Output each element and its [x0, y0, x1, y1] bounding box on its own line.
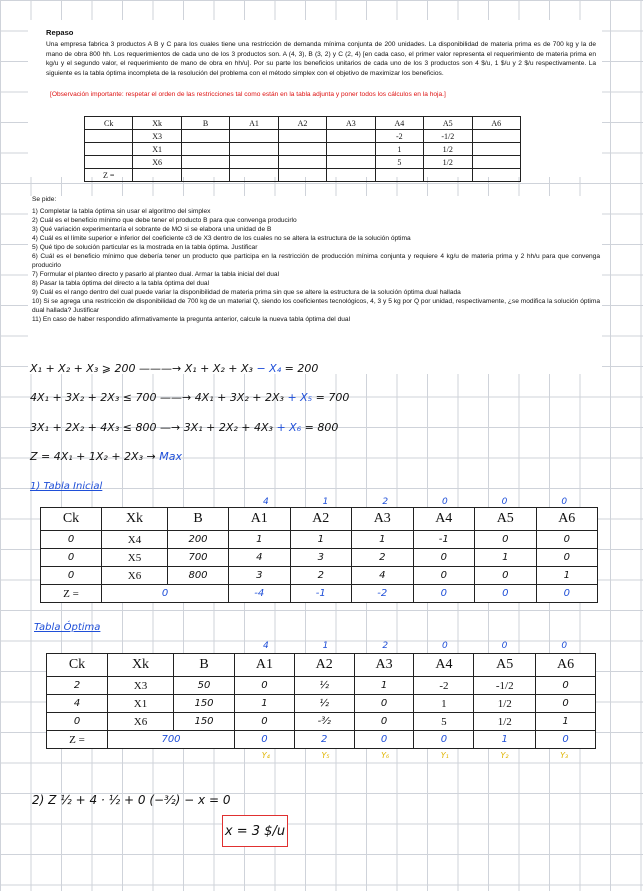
list-item: 6) Cuál es el beneficio mínimo que debería tener un producto que participa en la restricción de producción mínima conjunta y requiere 4 kg/u de materia prima y 2 hh/u para que convenga producirlo [32, 253, 600, 269]
cell: 1 [414, 695, 474, 713]
cell: X4 [102, 531, 168, 549]
cell: -2 [375, 130, 423, 143]
initial-cost-row [236, 497, 594, 507]
result-value: x = 3 $/u [224, 823, 286, 839]
table-row [47, 731, 596, 749]
cell: 4 [47, 695, 108, 713]
cell: X1 [133, 143, 181, 156]
statement-note: [Observación importante: respetar el orden de las restricciones tal como están en la tabla adjunta y poner todos los cálculos en la hoja.] [50, 91, 446, 98]
cost-value: 0 [441, 497, 448, 507]
col-header: Xk [108, 654, 174, 677]
col-header: B [181, 117, 229, 130]
cell [472, 143, 521, 156]
statement-title: Repaso [46, 28, 74, 37]
cell [85, 130, 133, 143]
cell [181, 143, 229, 156]
cell: -2 [352, 585, 414, 603]
cost-value: 4 [262, 497, 269, 507]
equation-rhs-value: = 700 [315, 391, 350, 404]
cell: 0 [41, 531, 102, 549]
cell [230, 130, 278, 143]
col-header: A6 [536, 654, 596, 677]
list-item: 3) Qué variación experimentaría el sobrante de MO si se elabora una unidad de B [32, 226, 272, 233]
statement-paragraph: Una empresa fabrica 3 productos A B y C para los cuales tiene una restricción de demanda mínima conjunta de 200 unidades. La disponibilidad de materia prima es de 700 kg y la de mano de obra 800 hh. Los requerimientos de cada uno de los 3 productos son. A (4, 3), B (3, 2) y C (2, 4) [en cada caso, el primer valor representa el requerimiento de materia prima en kg/u y el segundo valor, el requerimiento de mano de obra en hh/u]. Por su parte los beneficios unitarios de cada uno de los 3 productos son 4 $/u, 1 $/u y 2 $/u respectivamente. La siguiente es la tabla óptima incompleta de la resolución del problema con el método simplex con el objetivo de maximizar los beneficios. [46, 41, 596, 77]
table-row [41, 549, 598, 567]
cell: 1 [290, 531, 352, 549]
questions-list [32, 207, 600, 324]
col-header: A4 [375, 117, 423, 130]
cell [230, 143, 278, 156]
questions-header: Se pide: [32, 196, 57, 203]
col-header: A6 [536, 508, 598, 531]
cell: 0 [413, 585, 475, 603]
cell: 1 [354, 677, 414, 695]
cell: -2 [414, 677, 474, 695]
cell: 1/2 [424, 156, 472, 169]
cell: 0 [235, 731, 295, 749]
cell: 1 [475, 549, 537, 567]
cell [327, 143, 375, 156]
cell [375, 169, 423, 182]
dual-label: Y₂ [500, 751, 509, 760]
cost-value: 0 [441, 641, 448, 651]
dual-label: Y₃ [560, 751, 569, 760]
cell: 1 [235, 695, 295, 713]
z-label: Z = [47, 731, 108, 749]
cell: 0 [413, 567, 475, 585]
list-item: 10) Si se agrega una restricción de disponibilidad de 700 kg de un material Q, siendo los coeficientes tecnológicos, 4, 3 y 5 kg por Q por unidad, respectivamente, ¿se modifica la solución óptima dual hallada? Justificar [32, 298, 600, 314]
cell: 150 [174, 713, 235, 731]
cell: 0 [235, 677, 295, 695]
cell [472, 156, 521, 169]
col-header: Ck [47, 654, 108, 677]
equation-rhs: 4X₁ + 3X₂ + 2X₃ [194, 391, 284, 404]
cell: X3 [133, 130, 181, 143]
cell: 5 [414, 713, 474, 731]
table-row [41, 585, 598, 603]
arrow-icon: —→ [159, 421, 184, 434]
cell: -³⁄₂ [294, 713, 354, 731]
objective-function [30, 450, 182, 463]
cell: 3 [290, 549, 352, 567]
cell: 2 [294, 731, 354, 749]
list-item: 11) En caso de haber respondido afirmativamente la pregunta anterior, calcule la nueva tabla óptima del dual [32, 316, 351, 323]
cell: 1/2 [474, 695, 536, 713]
cell: 5 [375, 156, 423, 169]
col-header: A5 [424, 117, 472, 130]
cell [181, 156, 229, 169]
equation-lhs: 4X₁ + 3X₂ + 2X₃ ≤ 700 [30, 391, 157, 404]
dual-label: Y₁ [440, 751, 449, 760]
cell: 0 [47, 713, 108, 731]
cell: -4 [229, 585, 291, 603]
cell: -1 [290, 585, 352, 603]
cell: 0 [475, 531, 537, 549]
cell: 1 [375, 143, 423, 156]
col-header: Ck [85, 117, 133, 130]
cell: 0 [235, 713, 295, 731]
list-item: 7) Formular el planteo directo y pasarlo al planteo dual. Armar la tabla inicial del dual [32, 271, 280, 278]
cell: 2 [47, 677, 108, 695]
cell: 0 [413, 549, 475, 567]
cell: 0 [475, 567, 537, 585]
equation-lhs: 3X₁ + 2X₂ + 4X₃ ≤ 800 [30, 421, 157, 434]
cell: ½ [294, 695, 354, 713]
cost-value: 0 [501, 497, 508, 507]
table-row [85, 130, 521, 143]
equation-rhs: 3X₁ + 2X₂ + 4X₃ [183, 421, 273, 434]
cell: 1 [474, 731, 536, 749]
col-header: A5 [475, 508, 537, 531]
col-header: A3 [352, 508, 414, 531]
cell: 700 [168, 549, 229, 567]
table-row [47, 677, 596, 695]
z-value: 700 [108, 731, 235, 749]
cell: 0 [41, 567, 102, 585]
cell: 2 [352, 549, 414, 567]
cell: X5 [102, 549, 168, 567]
objective-goal: Max [159, 450, 182, 463]
objective-text: Z = 4X₁ + 1X₂ + 2X₃ → [30, 450, 156, 463]
col-header: A2 [294, 654, 354, 677]
step2-equation: 2) Z ½ + 4 · ½ + 0 (−³⁄₂) − x = 0 [32, 793, 231, 807]
table-row [85, 169, 521, 182]
cost-value: 1 [322, 497, 329, 507]
cell [327, 130, 375, 143]
cell: 150 [174, 695, 235, 713]
col-header: A1 [229, 508, 291, 531]
cell: 0 [414, 731, 474, 749]
cost-value: 4 [262, 641, 269, 651]
col-header: B [168, 508, 229, 531]
table-row [85, 143, 521, 156]
cell [230, 169, 278, 182]
col-header: A1 [230, 117, 278, 130]
list-item: 8) Pasar la tabla óptima del directo a la tabla óptima del dual [32, 280, 210, 287]
cell [181, 169, 229, 182]
cell [230, 156, 278, 169]
cell: X1 [108, 695, 174, 713]
cost-value: 0 [501, 641, 508, 651]
dual-label: Y₄ [261, 751, 270, 760]
slack-variable: + X₅ [287, 391, 313, 404]
col-header: Ck [41, 508, 102, 531]
equation-rhs: X₁ + X₂ + X₃ [184, 362, 253, 375]
initial-table-heading [30, 479, 102, 492]
cell: 1 [536, 713, 596, 731]
cell: 1/2 [424, 143, 472, 156]
equation-labor [30, 421, 338, 434]
questions-panel [28, 196, 602, 374]
cost-value: 0 [561, 497, 568, 507]
cell: 800 [168, 567, 229, 585]
cell [472, 130, 521, 143]
incomplete-optimal-table [84, 116, 521, 182]
equation-demand [30, 362, 318, 375]
col-header: A4 [413, 508, 475, 531]
equation-rhs-value: = 200 [284, 362, 319, 375]
cell: 0 [536, 585, 598, 603]
result-box [222, 815, 288, 847]
cell: -1 [413, 531, 475, 549]
table-row [41, 531, 598, 549]
col-header: A2 [290, 508, 352, 531]
cell: X6 [133, 156, 181, 169]
col-header: A3 [327, 117, 375, 130]
equation-lhs: X₁ + X₂ + X₃ ⩾ 200 [30, 362, 136, 375]
list-item: 5) Qué tipo de solución particular es la mostrada en la tabla óptima. Justificar [32, 244, 258, 251]
cell: X3 [108, 677, 174, 695]
cell [181, 130, 229, 143]
cell: 0 [536, 731, 596, 749]
cost-value: 1 [322, 641, 329, 651]
z-value: 0 [102, 585, 229, 603]
cell: -1/2 [474, 677, 536, 695]
table-row [47, 695, 596, 713]
optimal-table [46, 653, 596, 749]
cell: X6 [102, 567, 168, 585]
optimal-cost-row [236, 641, 594, 651]
cell [327, 169, 375, 182]
cell [278, 143, 326, 156]
cell [85, 143, 133, 156]
cell [85, 156, 133, 169]
cell: 4 [229, 549, 291, 567]
cell [133, 169, 181, 182]
arrow-icon: ——→ [159, 391, 195, 404]
col-header: A1 [235, 654, 295, 677]
table-row [85, 156, 521, 169]
cell: 0 [536, 531, 598, 549]
cell: ½ [294, 677, 354, 695]
cell: 3 [229, 567, 291, 585]
cell: 0 [354, 713, 414, 731]
slack-variable: − X₄ [256, 362, 282, 375]
cell: 0 [41, 549, 102, 567]
cost-value: 2 [382, 497, 389, 507]
cell [278, 156, 326, 169]
cell [278, 130, 326, 143]
equation-rhs-value: = 800 [304, 421, 339, 434]
col-header: A5 [474, 654, 536, 677]
cell: 0 [536, 549, 598, 567]
list-item: 2) Cuál es el beneficio mínimo que debe tener el producto B para que convenga producirlo [32, 217, 297, 224]
problem-statement [28, 20, 602, 180]
cell: -1/2 [424, 130, 472, 143]
col-header: A6 [472, 117, 521, 130]
cell: 0 [354, 731, 414, 749]
cell: 1 [229, 531, 291, 549]
cell: 2 [290, 567, 352, 585]
optimal-table-label: Tabla Óptima [34, 622, 101, 633]
col-header: B [174, 654, 235, 677]
cell: 0 [536, 695, 596, 713]
dual-variable-labels [236, 751, 594, 760]
col-header: Xk [133, 117, 181, 130]
table-row [47, 713, 596, 731]
equation-material [30, 391, 349, 404]
list-item: 9) Cuál es el rango dentro del cual puede variar la disponibilidad de materia prima sin que se altere la estructura de la solución óptima dual hallada [32, 289, 461, 296]
arrow-icon: ———→ [138, 362, 185, 375]
col-header: A4 [414, 654, 474, 677]
cell: 1 [536, 567, 598, 585]
dual-label: Y₅ [321, 751, 330, 760]
cell: 1 [352, 531, 414, 549]
cell: Z = [85, 169, 133, 182]
cell: X6 [108, 713, 174, 731]
table-row [41, 567, 598, 585]
cell: 1/2 [474, 713, 536, 731]
cell: 4 [352, 567, 414, 585]
slack-variable: + X₆ [276, 421, 302, 434]
list-item: 4) Cuál es el límite superior e inferior del coeficiente c3 de X3 dentro de los cuales no se altera la estructura de la solución óptima [32, 235, 411, 242]
col-header: A3 [354, 654, 414, 677]
cell: 0 [475, 585, 537, 603]
cell [472, 169, 521, 182]
initial-table-label: 1) Tabla Inicial [30, 481, 103, 492]
cell: 200 [168, 531, 229, 549]
cost-value: 2 [382, 641, 389, 651]
cell [278, 169, 326, 182]
col-header: Xk [102, 508, 168, 531]
cell [327, 156, 375, 169]
cell [424, 169, 472, 182]
col-header: A2 [278, 117, 326, 130]
initial-table [40, 507, 598, 603]
cell: 0 [536, 677, 596, 695]
list-item: 1) Completar la tabla óptima sin usar el algoritmo del simplex [32, 208, 211, 215]
cell: 0 [354, 695, 414, 713]
cost-value: 0 [561, 641, 568, 651]
z-label: Z = [41, 585, 102, 603]
dual-label: Y₆ [381, 751, 390, 760]
cell: 50 [174, 677, 235, 695]
